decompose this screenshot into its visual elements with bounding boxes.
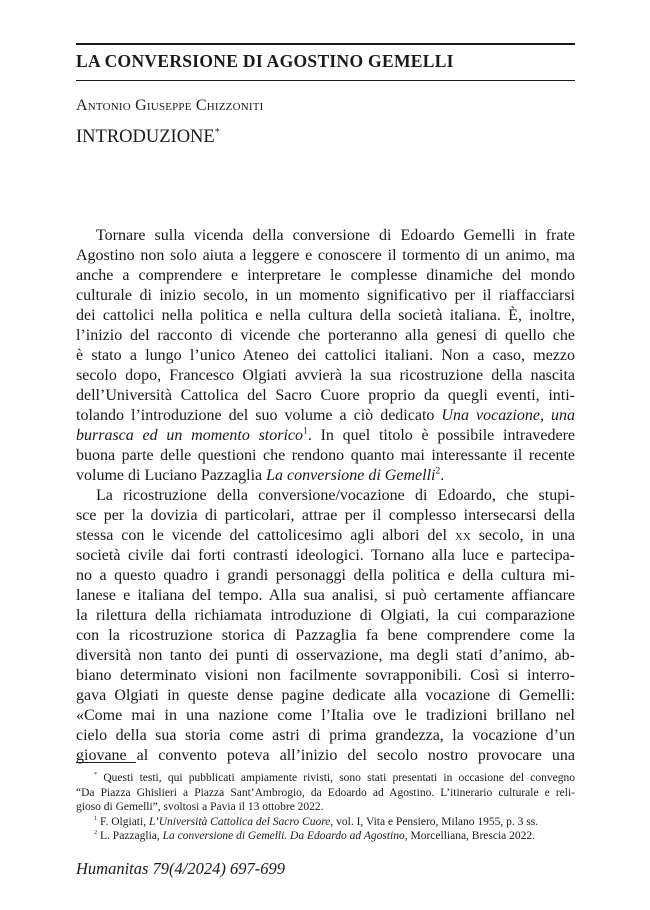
body-text (76, 226, 575, 766)
footnote-ref-2[interactable]: 2 (435, 466, 441, 477)
footnote-text: , vol. I, Vita e Pensiero, Milano 1955, p. 3 ss. (330, 815, 539, 828)
text-line: l’inizio del racconto di vicende che porteranno alla genesi di quello che (76, 327, 575, 344)
text-line: diversità non tanto dei punti di osservazione, ma degli stati d’animo, ab- (76, 647, 575, 664)
footnotes (76, 771, 575, 844)
footnote-book-title: La conversione di Gemelli. Da Edoardo ad Agostino (162, 830, 405, 842)
text-line: culturale di inizio secolo, in un momento significativo per il riaffacciarsi (76, 287, 575, 304)
text-line: gava Olgiati in queste dense pagine dedicate alla vocazione di Gemelli: (76, 687, 575, 704)
book-title: burrasca ed un momento storico (76, 427, 304, 444)
journal-citation: Humanitas 79(4/2024) 697-699 (76, 859, 285, 878)
text-line: società civile dai forti contrasti ideologici. Tornano alla luce e partecipa- (76, 547, 575, 564)
text-segment: . In quel titolo è possibile intravedere (307, 427, 575, 444)
footnote-mark: * (94, 771, 98, 779)
text-line: La ricostruzione della conversione/vocazione di Edoardo, che stupi- (96, 487, 575, 504)
text-line: giovane al convento poteva all’inizio del secolo nostro provocare una (76, 747, 575, 764)
top-rule (76, 43, 575, 45)
footnote-2 (76, 829, 575, 844)
text-line: cielo della sua storia come astri di prima grandezza, la vocazione d’un (76, 727, 575, 744)
footnote-text: Questi testi, qui pubblicati ampiamente rivisti, sono stati presentati in occasione del convegno (103, 772, 575, 784)
footnote-ref-1[interactable]: 1 (303, 426, 308, 437)
book-title: Una vocazione, una (441, 407, 575, 424)
text-line: la rilettura della richiamata introduzione di Olgiati, la cui comparazione (76, 607, 575, 624)
footnote-line: “Da Piazza Ghislieri a Piazza Sant’Ambrogio, da Edoardo ad Agostino. L’itinerario culturale e reli- (76, 786, 575, 799)
text-line: dei cattolici nella politica e nella cultura della società italiana. È, inoltre, (76, 307, 575, 324)
footnote-book-title: L’Università Cattolica del Sacro Cuore (148, 815, 331, 828)
text-line: anche a comprendere e interpretare le complesse dinamiche del mondo (76, 267, 575, 284)
footnote-separator (76, 762, 136, 763)
footnote-mark: 1 (94, 814, 98, 822)
footnote-text: , Morcelliana, Brescia 2022. (404, 830, 536, 842)
intro-heading-text: INTRODUZIONE (76, 127, 215, 147)
text-line: «Come mai in una nazione come l’Italia ove le tradizioni brillano nel (76, 707, 575, 724)
text-segment: . (440, 467, 445, 484)
footnote-1 (76, 815, 575, 830)
text-line: con la ricostruzione storica di Pazzaglia fa bene comprendere come la (76, 627, 575, 644)
text-segment: volume di Luciano Pazzaglia (76, 467, 267, 484)
text-line: lanese e italiana del tempo. Alla sua analisi, si può certamente affiancare (76, 587, 575, 604)
text-line: sce per la dovizia di particolari, attrae per il complesso intersecarsi della (76, 507, 575, 524)
footnote-mark: 2 (94, 829, 98, 837)
text-line: Tornare sulla vicenda della conversione di Edoardo Gemelli in frate (96, 227, 575, 244)
text-line: buona parte delle questioni che rendono quanto mai interessante il recente (76, 447, 575, 464)
text-segment: secolo, in una (470, 527, 575, 544)
footnote-star (76, 771, 575, 786)
text-line (76, 526, 575, 546)
text-line: Agostino non solo aiuta a leggere e conoscere il tormento di un animo, ma (76, 247, 575, 264)
text-line: è stato a lungo l’unico Ateneo dei cattolici italiani. Non a caso, mezzo (76, 347, 575, 364)
text-line (76, 466, 575, 486)
book-title: La conversione di Gemelli (266, 467, 436, 484)
footnote-text: L. Pazzaglia, (100, 830, 163, 842)
century-numeral: xx (454, 527, 471, 544)
section-title: LA CONVERSIONE DI AGOSTINO GEMELLI (76, 51, 454, 71)
author-name: Antonio Giuseppe Chizzoniti (76, 97, 264, 114)
footnote-text: F. Olgiati, (100, 815, 149, 828)
footnote-line: gioso di Gemelli”, svoltosi a Pavia il 13 ottobre 2022. (76, 801, 324, 813)
text-line: secolo dopo, Francesco Olgiati avvierà la sua ricostruzione della nascita (76, 367, 575, 384)
text-line: dell’Università Cattolica del Sacro Cuore proprio da quegli eventi, inti- (76, 387, 575, 404)
text-line (76, 406, 575, 426)
text-segment: tolando l’introduzione del suo volume a ciò dedicato (76, 407, 442, 424)
text-line: no a questo quadro i grandi personaggi della politica e della cultura mi- (76, 567, 575, 584)
text-segment: stessa con le vicende del cattolicesimo agli albori del (76, 527, 455, 544)
title-underline (76, 80, 575, 81)
text-line (76, 426, 575, 446)
intro-footnote-mark: * (214, 126, 220, 138)
intro-heading (76, 127, 220, 148)
text-line: biano determinato visioni non facilmente sovrapponibili. Così si interro- (76, 667, 575, 684)
